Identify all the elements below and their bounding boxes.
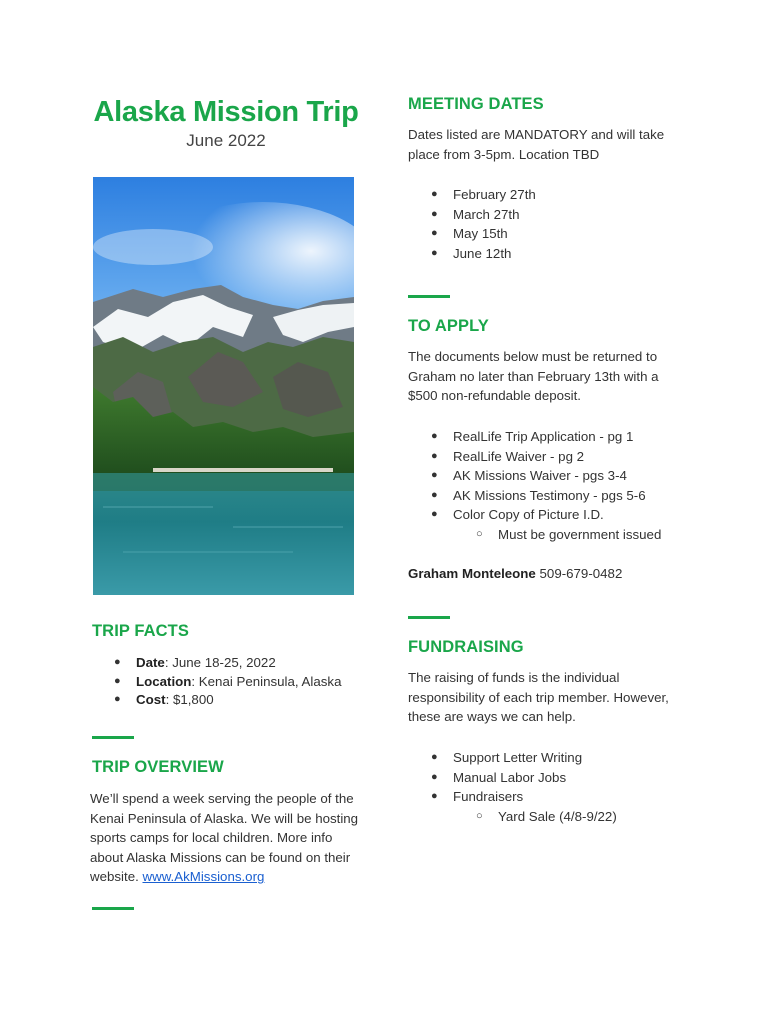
meeting-dates-list — [431, 185, 536, 263]
list-item: ● Support Letter Writing — [431, 750, 583, 765]
page-title: Alaska Mission Trip — [93, 96, 359, 128]
list-item: ● May 15th — [431, 226, 508, 242]
section-divider — [408, 616, 450, 619]
section-divider — [92, 736, 134, 739]
section-divider — [92, 907, 134, 910]
list-item: ● February 27th — [431, 187, 536, 202]
section-divider — [408, 295, 450, 298]
contact-phone: 509-679-0482 — [539, 566, 623, 581]
page-subtitle: June 2022 — [186, 131, 266, 150]
trip-overview-text: We’ll spend a week serving the people of the Kenai Peninsula of Alaska. We will be hosting sports camps for local children. More info about Alaska Missions can be found on their website. www.AkMissions.org — [90, 791, 359, 885]
fundraising-ways-list — [431, 748, 617, 826]
application-docs-list — [431, 427, 662, 545]
list-item: ● AK Missions Waiver - pgs 3-4 — [431, 468, 627, 484]
trip-facts-list — [114, 653, 342, 710]
list-item: ● Location: Kenai Peninsula, Alaska — [114, 673, 342, 689]
list-item: ○ Must be government issued — [476, 526, 662, 542]
list-item: ● RealLife Waiver - pg 2 — [431, 448, 585, 464]
mountain-lake-photo — [93, 177, 354, 595]
meeting-dates-intro: Dates listed are MANDATORY and will take place from 3-5pm. Location TBD — [408, 127, 665, 162]
contact-info — [408, 564, 622, 584]
trip-overview-heading: TRIP OVERVIEW — [92, 758, 224, 776]
meeting-dates-heading: MEETING DATES — [408, 95, 544, 113]
fundraising-heading: FUNDRAISING — [408, 638, 524, 656]
list-item: ● Manual Labor Jobs — [431, 769, 567, 785]
trip-facts-heading: TRIP FACTS — [92, 622, 189, 640]
list-item: ● AK Missions Testimony - pgs 5-6 — [431, 487, 646, 503]
contact-name: Graham Monteleone — [408, 566, 536, 581]
list-item: ● RealLife Trip Application - pg 1 — [431, 429, 634, 444]
list-item: ● March 27th — [431, 206, 520, 222]
to-apply-intro: The documents below must be returned to Graham no later than February 13th with a $500 non-refundable deposit. — [408, 349, 659, 404]
list-item: ● June 12th — [431, 245, 512, 261]
list-item: ● Date: June 18-25, 2022 — [114, 655, 276, 670]
list-item: ○ Yard Sale (4/8-9/22) — [476, 808, 617, 824]
list-item: ● Fundraisers — [431, 789, 524, 805]
list-item: ● Color Copy of Picture I.D. — [431, 507, 604, 523]
list-item: ● Cost: $1,800 — [114, 692, 214, 708]
fundraising-intro: The raising of funds is the individual responsibility of each trip member. However, these are ways we can help. — [408, 670, 669, 725]
website-link[interactable]: www.AkMissions.org — [142, 869, 265, 885]
to-apply-heading: TO APPLY — [408, 317, 489, 335]
